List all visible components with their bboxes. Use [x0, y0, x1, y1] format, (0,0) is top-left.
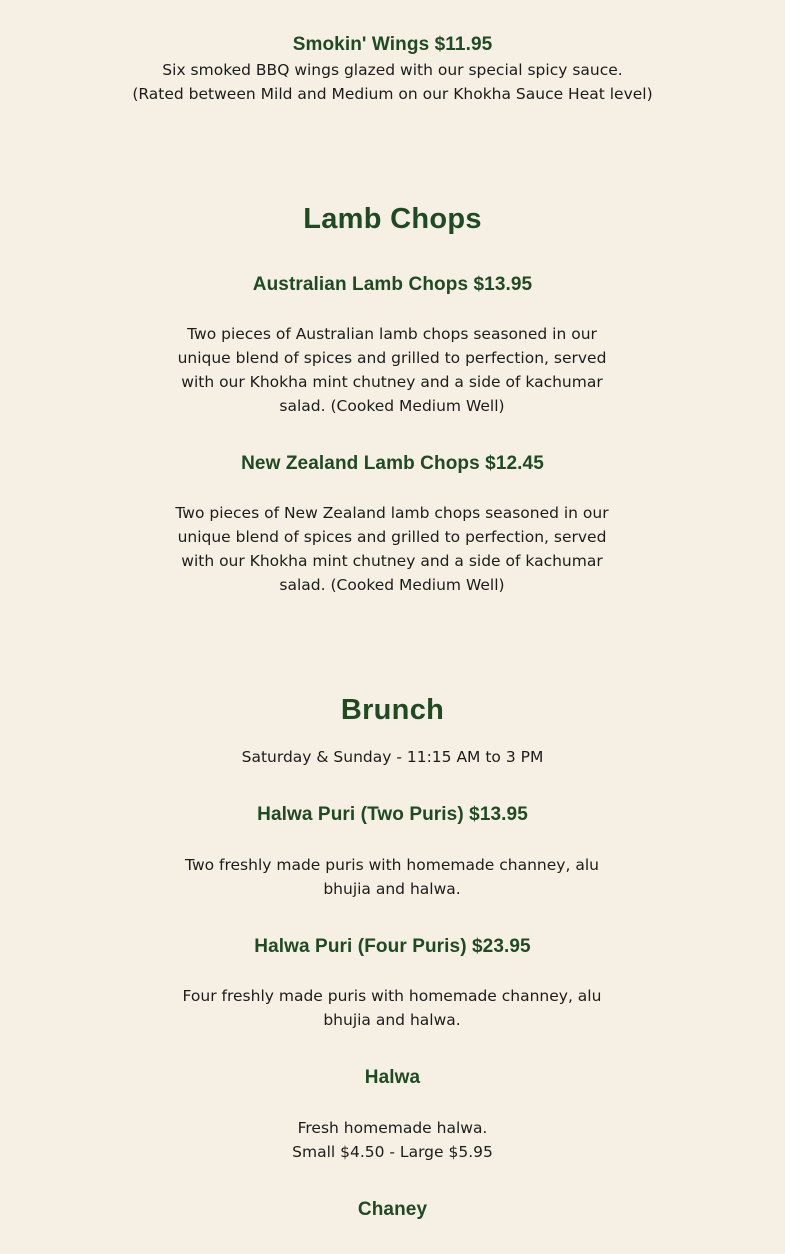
item-title-smokin-wings: Smokin' Wings $11.95 [292, 34, 493, 55]
item-title-australian-lamb-chops: Australian Lamb Chops $13.95 [252, 274, 533, 295]
item-title-halwa-puri-four: Halwa Puri (Four Puris) $23.95 [254, 936, 531, 957]
item-description-halwa [0, 1116, 785, 1164]
section-title-brunch: Brunch [340, 694, 445, 726]
section-title-lamb-chops: Lamb Chops [303, 203, 482, 235]
item-description-smokin-wings [0, 58, 785, 106]
item-title-new-zealand-lamb-chops: New Zealand Lamb Chops $12.45 [241, 453, 544, 474]
item-description-halwa-puri-four: Four freshly made puris with homemade channey, alu bhujia and halwa. [182, 987, 602, 1029]
item-description-australian-lamb-chops: Two pieces of Australian lamb chops seasoned in our unique blend of spices and grilled to perfection, served with our Khokha mint chutney and a side of kachumar salad. (Cooked Medium Well) [177, 325, 607, 415]
description-line: Six smoked BBQ wings glazed with our special spicy sauce. [162, 61, 623, 79]
item-description-new-zealand-lamb-chops: Two pieces of New Zealand lamb chops seasoned in our unique blend of spices and grilled to perfection, served with our Khokha mint chutney and a side of kachumar salad. (Cooked Medium Well) [175, 504, 609, 594]
item-title-halwa: Halwa [364, 1067, 421, 1088]
item-title-chaney: Chaney [357, 1199, 428, 1220]
description-line: Fresh homemade halwa. [297, 1119, 488, 1137]
brunch-hours: Saturday & Sunday - 11:15 AM to 3 PM [241, 748, 544, 766]
item-title-halwa-puri-two: Halwa Puri (Two Puris) $13.95 [257, 804, 528, 825]
description-line: (Rated between Mild and Medium on our Khokha Sauce Heat level) [132, 85, 653, 103]
item-description-halwa-puri-two: Two freshly made puris with homemade channey, alu bhujia and halwa. [185, 856, 599, 898]
description-line: Small $4.50 - Large $5.95 [292, 1143, 493, 1161]
